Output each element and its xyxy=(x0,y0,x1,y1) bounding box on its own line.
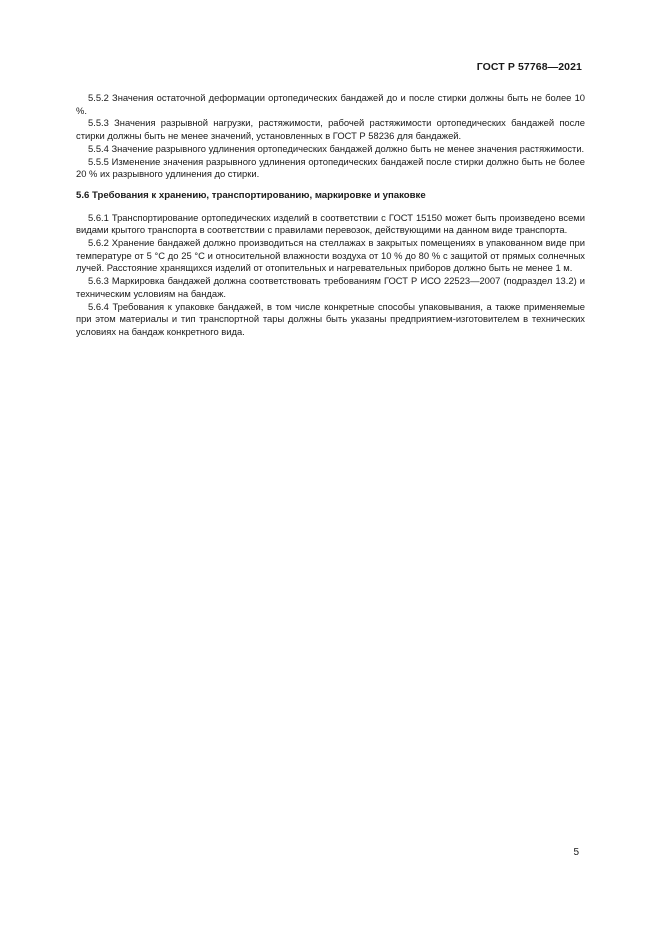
document-code-header: ГОСТ Р 57768—2021 xyxy=(476,61,582,73)
paragraph-5-5-5: 5.5.5 Изменение значения разрывного удлинения ортопедических бандажей после стирки должно быть не более 20 % их разрывного удлинения до стирки. xyxy=(76,155,585,180)
paragraph-5-6-2: 5.6.2 Хранение бандажей должно производиться на стеллажах в закрытых помещениях в упакованном виде при температуре от 5 °С до 25 °С и относительной влажности воздуха от 10 % до 80 % с защитой от прямых солнечных лучей. Расстояние хранящихся изделий от отопительных и нагревательных приборов должно быть не менее 1 м. xyxy=(76,237,585,274)
page-number: 5 xyxy=(573,847,579,858)
section-title-5-6: 5.6 Требования к хранению, транспортированию, маркировке и упаковке xyxy=(76,189,426,201)
paragraph-5-5-2: 5.5.2 Значения остаточной деформации ортопедических бандажей до и после стирки должны быть не более 10 %. xyxy=(76,92,585,116)
document-body xyxy=(76,92,585,339)
paragraph-5-5-4: 5.5.4 Значение разрывного удлинения ортопедических бандажей должно быть не менее значения растяжимости. xyxy=(88,142,585,154)
paragraph-5-6-1: 5.6.1 Транспортирование ортопедических изделий в соответствии с ГОСТ 15150 может быть произведено всеми видами крытого транспорта в соответствии с правилами перевозок, действующими на данном виде транспорта. xyxy=(76,211,585,236)
paragraph-5-6-4: 5.6.4 Требования к упаковке бандажей, в том числе конкретные способы упаковывания, а также применяемые при этом материалы и тип транспортной тары должны быть указаны предприятием-изготовителем в технических условиях на бандаж конкретного вида. xyxy=(76,300,585,337)
paragraph-5-5-3: 5.5.3 Значения разрывной нагрузки, растяжимости, рабочей растяжимости ортопедических бандажей после стирки должны быть не менее значений, установленных в ГОСТ Р 58236 для бандажей. xyxy=(76,117,585,142)
paragraph-5-6-3: 5.6.3 Маркировка бандажей должна соответствовать требованиям ГОСТ Р ИСО 22523—2007 (подраздел 13.2) и техническим условиям на бандаж. xyxy=(76,275,585,299)
